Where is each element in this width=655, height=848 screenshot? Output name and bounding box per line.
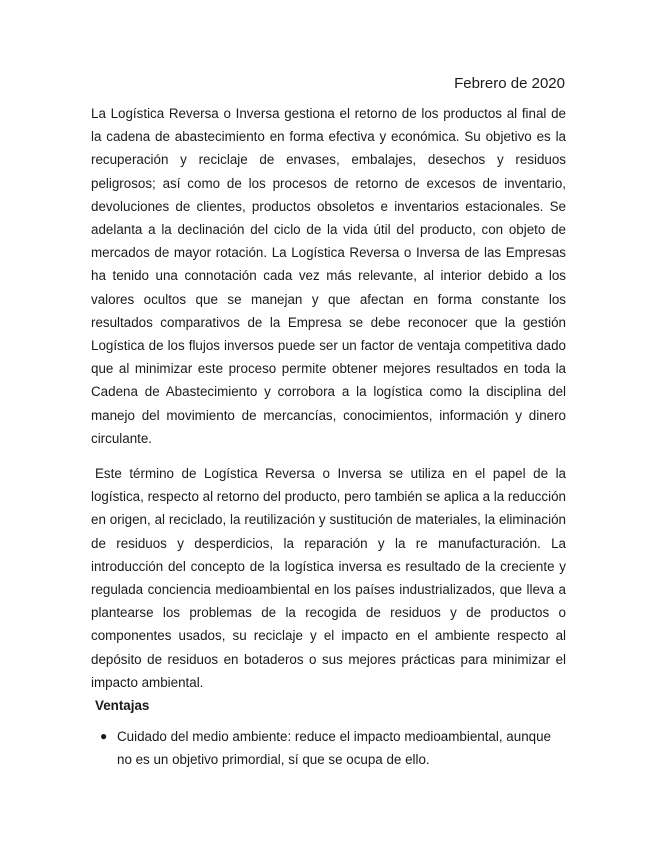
list-item-text: Cuidado del medio ambiente: reduce el impacto medioambiental, aunque no es un objetivo primordial, sí que se ocupa de ello.: [117, 729, 551, 768]
section-heading-ventajas: Ventajas: [95, 698, 150, 714]
advantages-list: [91, 725, 566, 771]
paragraph-1: La Logística Reversa o Inversa gestiona el retorno de los productos al final de la cadena de abastecimiento en forma efectiva y económica. Su objetivo es la recuperación y reciclaje de envases, embalajes, desechos y residuos peligrosos; así como de los procesos de retorno de excesos de inventario, devoluciones de clientes, productos obsoletos e inventarios estacionales. Se adelanta a la declinación del ciclo de la vida útil del producto, con objeto de mercados de mayor rotación. La Logística Reversa o Inversa de las Empresas ha tenido una connotación cada vez más relevante, al interior debido a los valores ocultos que se manejan y que afectan en forma constante los resultados comparativos de la Empresa se debe reconocer que la gestión Logística de los flujos inversos puede ser un factor de ventaja competitiva dado que al minimizar este proceso permite obtener mejores resultados en toda la Cadena de Abastecimiento y corrobora a la logística como la disciplina del manejo del movimiento de mercancías, conocimientos, información y dinero circulante.: [91, 106, 566, 446]
list-item: [100, 725, 566, 771]
paragraph-2-text: Este término de Logística Reversa o Inversa se utiliza en el papel de la logística, respecto al retorno del producto, pero también se aplica a la reducción en origen, al reciclado, la reutilización y sustitución de materiales, la eliminación de residuos y desperdicios, la reparación y la re manufacturación. La introducción del concepto de la logística inversa es resultado de la creciente y regulada conciencia medioambiental en los países industrializados, que lleva a plantearse los problemas de la recogida de residuos y de productos o componentes usados, su reciclaje y el impacto en el ambiente respecto al depósito de residuos en botaderos o sus mejores prácticas para minimizar el impacto ambiental.: [91, 466, 566, 690]
paragraph-2: [91, 462, 566, 717]
bullet-dot-icon: ●: [100, 729, 108, 744]
document-body: [91, 102, 566, 772]
document-date: Febrero de 2020: [454, 75, 565, 92]
